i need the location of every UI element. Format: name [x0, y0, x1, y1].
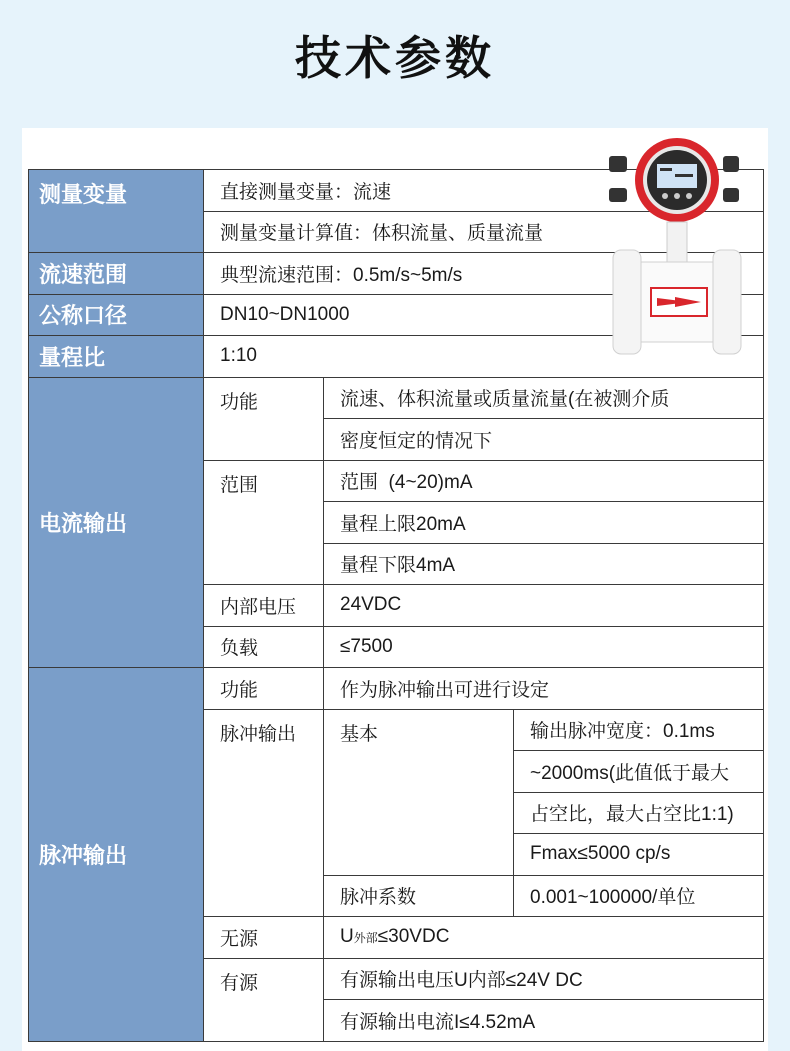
pulse-basic-line3: 占空比，最大占空比1:1) [514, 792, 764, 834]
diameter-value: DN10~DN1000 [204, 294, 764, 336]
row-head-turndown: 量程比 [29, 336, 204, 378]
pulse-function-value: 作为脉冲输出可进行设定 [324, 668, 764, 710]
current-voltage-value: 24VDC [324, 585, 764, 627]
pulse-active-label: 有源 [204, 958, 324, 1041]
measure-calculated: 测量变量计算值：体积流量、质量流量 [204, 211, 764, 253]
row-head-current: 电流输出 [29, 377, 204, 668]
pulse-passive-value: U外部≤30VDC [324, 917, 764, 959]
table-row [29, 668, 764, 710]
table-row [29, 377, 764, 419]
pulse-basic-line1: 输出脉冲宽度：0.1ms [514, 709, 764, 751]
current-function-label: 功能 [204, 377, 324, 460]
pulse-output-label: 脉冲输出 [204, 709, 324, 917]
current-function-line1: 流速、体积流量或质量流量(在被测介质 [324, 377, 764, 419]
current-load-label: 负载 [204, 626, 324, 668]
row-head-diameter: 公称口径 [29, 294, 204, 336]
row-head-pulse: 脉冲输出 [29, 668, 204, 1042]
pulse-active-line2: 有源输出电流I≤4.52mA [324, 1000, 764, 1042]
measure-direct: 直接测量变量：流速 [204, 170, 764, 212]
current-range-line3: 量程下限4mA [324, 543, 764, 585]
pulse-passive-label: 无源 [204, 917, 324, 959]
current-function-line2: 密度恒定的情况下 [324, 419, 764, 461]
pulse-basic-line4: Fmax≤5000 cp/s [514, 834, 764, 876]
pulse-function-label: 功能 [204, 668, 324, 710]
pulse-coef-value: 0.001~100000/单位 [514, 875, 764, 917]
pulse-basic-label: 基本 [324, 709, 514, 875]
row-head-velocity: 流速范围 [29, 253, 204, 295]
turndown-value: 1:10 [204, 336, 764, 378]
pulse-basic-line2: ~2000ms(此值低于最大 [514, 751, 764, 793]
pulse-coef-label: 脉冲系数 [324, 875, 514, 917]
current-range-line2: 量程上限20mA [324, 502, 764, 544]
flowmeter-product-image [605, 138, 765, 368]
velocity-value: 典型流速范围：0.5m/s~5m/s [204, 253, 764, 295]
current-voltage-label: 内部电压 [204, 585, 324, 627]
current-range-label: 范围 [204, 460, 324, 585]
current-load-value: ≤7500 [324, 626, 764, 668]
current-range-line1: 范围 (4~20)mA [324, 460, 764, 502]
pulse-active-line1: 有源输出电压U内部≤24V DC [324, 958, 764, 1000]
page-title: 技术参数 [295, 32, 495, 84]
row-head-measure: 测量变量 [29, 170, 204, 253]
